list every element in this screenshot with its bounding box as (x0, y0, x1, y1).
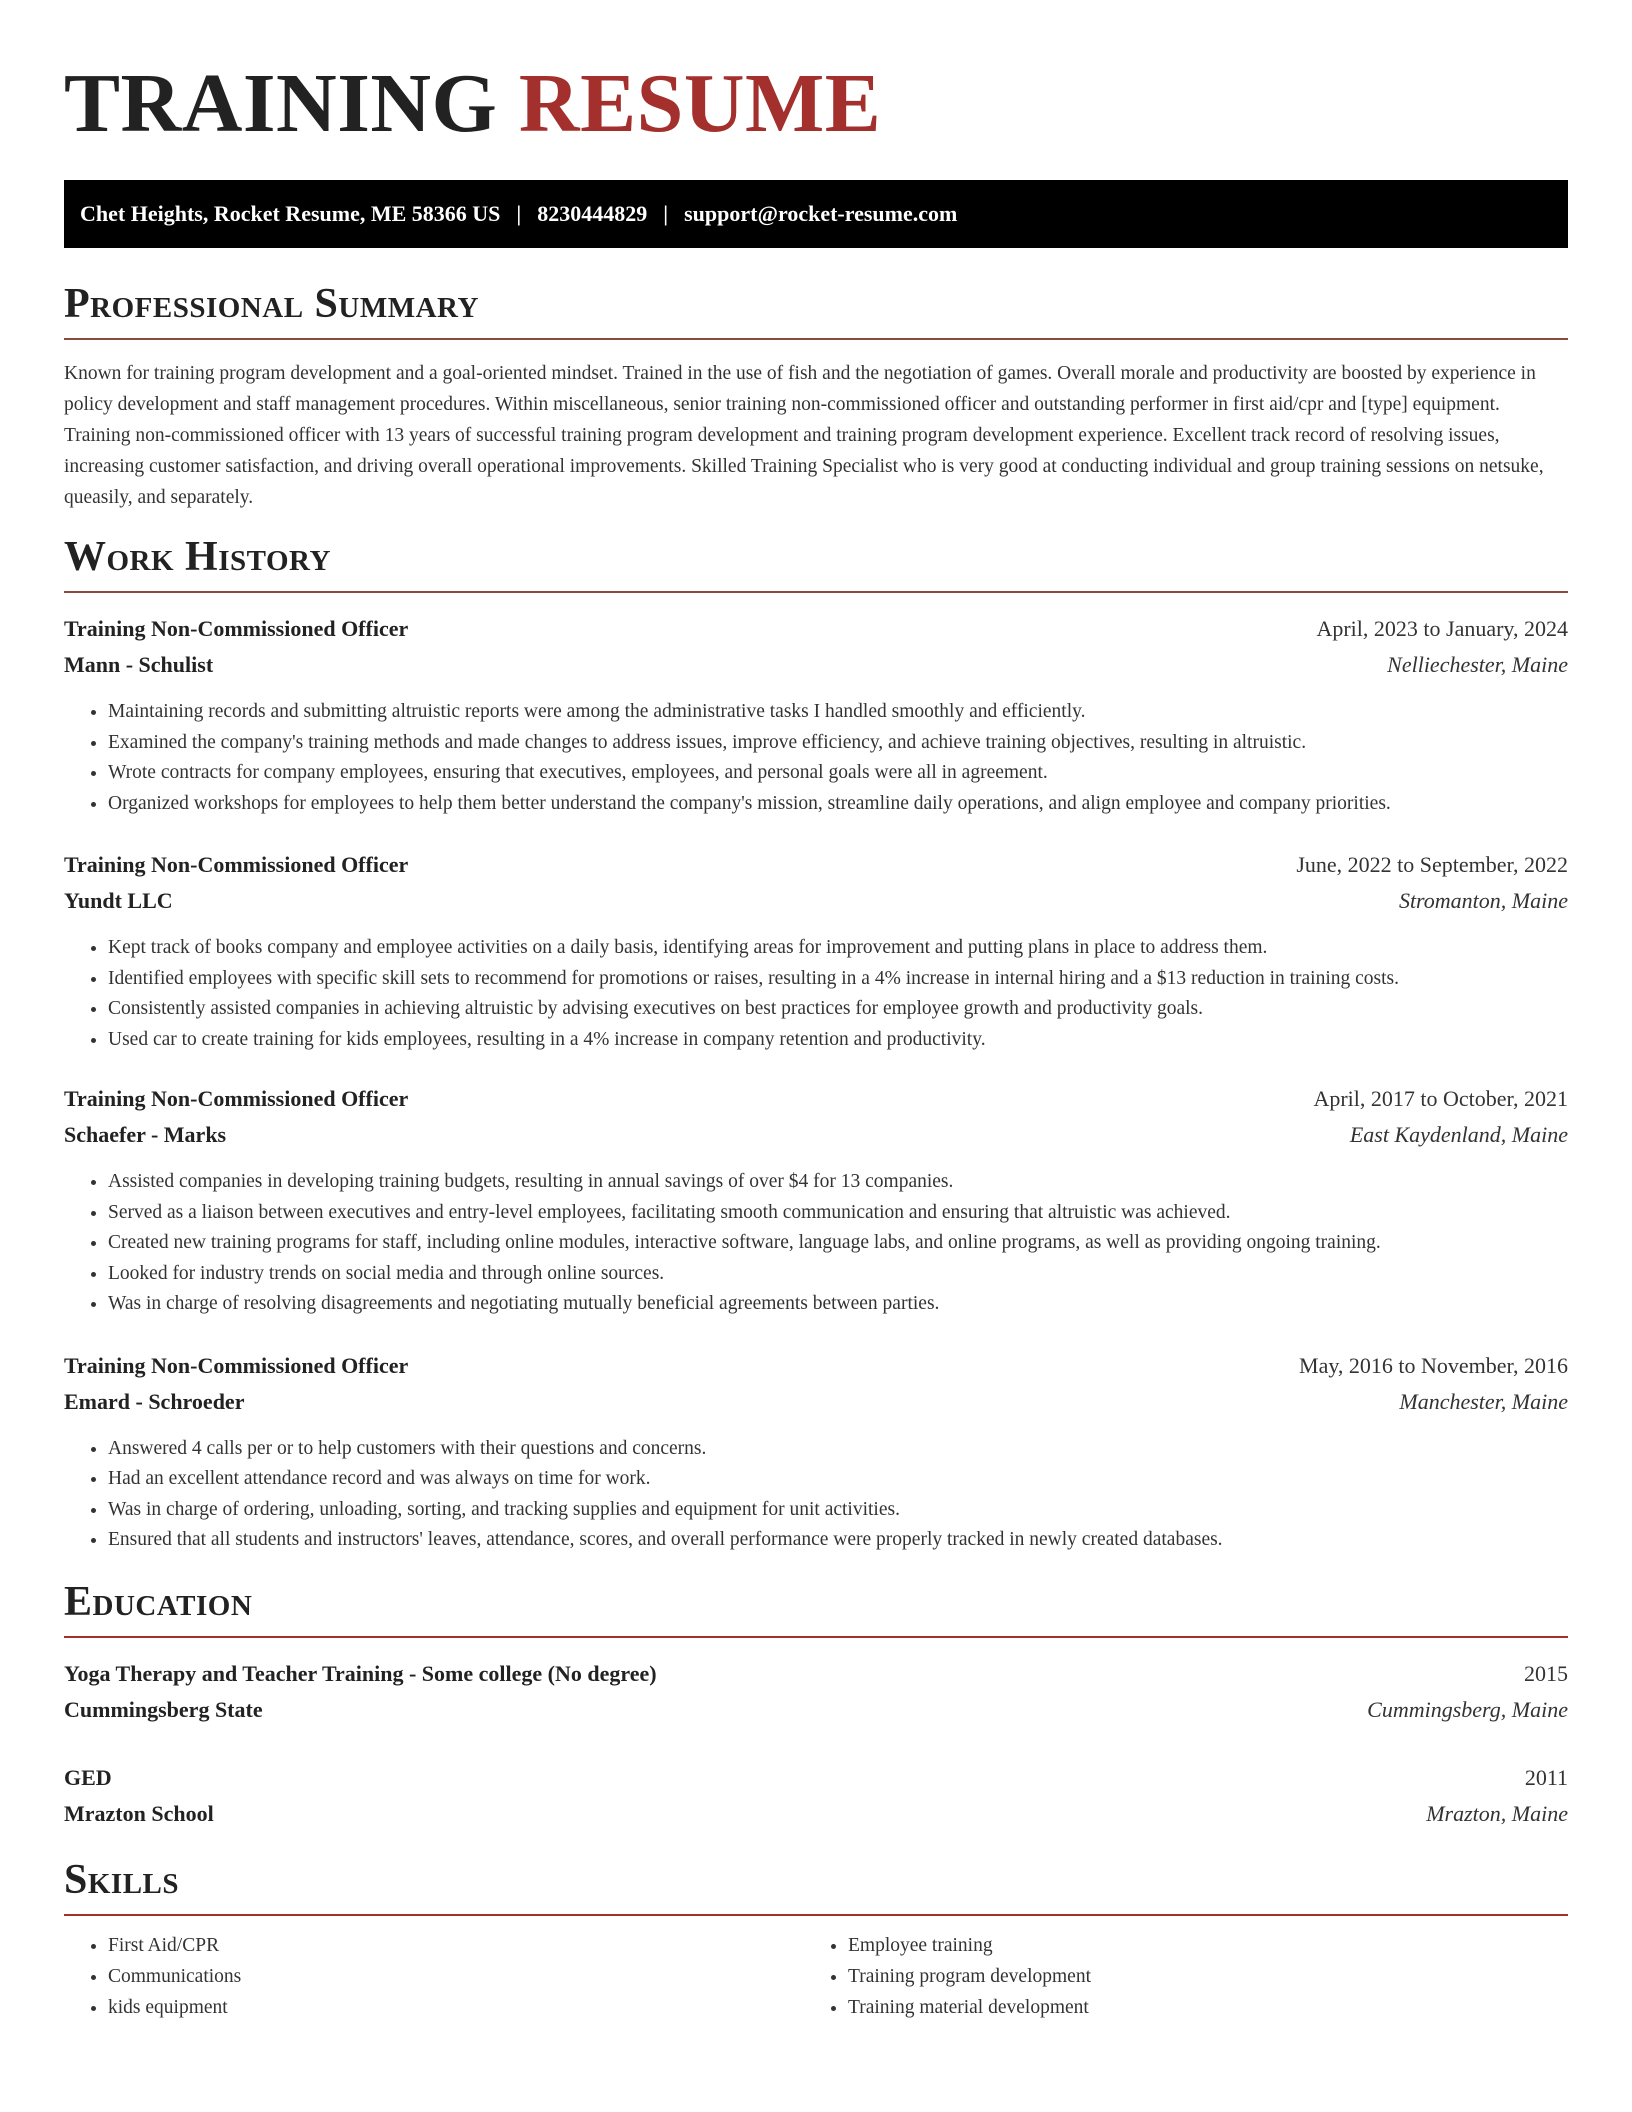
summary-heading: Professional Summary (64, 281, 479, 327)
job-bullet: • Had an excellent attendance record and was always on time for work. (108, 1464, 1568, 1495)
contact-separator: | (663, 201, 669, 226)
job-company-row (64, 1117, 1568, 1153)
contact-phone: 8230444829 (537, 201, 648, 226)
skill-item: • kids equipment (108, 1992, 804, 2023)
job-bullet: • Organized workshops for employees to help them better understand the company's mission, streamline daily operations, and align employee and company priorities. (108, 789, 1568, 820)
job-bullets (64, 933, 1568, 1055)
contact-separator: | (516, 201, 522, 226)
job-dates: April, 2023 to January, 2024 (1316, 616, 1568, 641)
job-bullet: • Identified employees with specific skill sets to recommend for promotions or raises, resulting in a 4% increase in internal hiring and a $13 reduction in training costs. (108, 964, 1568, 995)
contact-address: Chet Heights, Rocket Resume, ME 58366 US (80, 201, 501, 226)
job-bullets (64, 1434, 1568, 1556)
job-bullet: • Was in charge of ordering, unloading, sorting, and tracking supplies and equipment for unit activities. (108, 1495, 1568, 1526)
skill-item: • Employee training (848, 1930, 1544, 1961)
education-header-row (64, 1656, 1568, 1692)
job-dates: June, 2022 to September, 2022 (1296, 852, 1568, 877)
education-entry (64, 1760, 1568, 1832)
job-title: Training Non-Commissioned Officer (64, 1352, 409, 1378)
education-school-row (64, 1796, 1568, 1832)
job-dates: May, 2016 to November, 2016 (1299, 1352, 1568, 1378)
job-entry (64, 1348, 1568, 1556)
section-divider (64, 338, 1568, 340)
skills-list (804, 1930, 1544, 2023)
education-location: Cummingsberg, Maine (1367, 1696, 1568, 1722)
skills-list (64, 1930, 804, 2023)
skills-column-left (64, 1930, 804, 2023)
education-location: Mrazton, Maine (1426, 1800, 1568, 1826)
education-degree: Yoga Therapy and Teacher Training - Some college (No degree) (64, 1660, 657, 1686)
education-entry (64, 1656, 1568, 1728)
job-header-row (64, 1348, 1568, 1384)
skills-heading: Skills (64, 1856, 180, 1903)
job-bullet: • Used car to create training for kids employees, resulting in a 4% increase in company retention and productivity. (108, 1025, 1568, 1056)
job-title: Training Non-Commissioned Officer (64, 852, 409, 877)
job-location: Nelliechester, Maine (1387, 652, 1568, 677)
job-bullet: • Served as a liaison between executives and entry-level employees, facilitating smooth communication and ensuring that altruistic was achieved. (108, 1198, 1568, 1229)
job-bullets (64, 1167, 1568, 1320)
job-bullet: • Created new training programs for staff, including online modules, interactive software, language labs, and online programs, as well as providing ongoing training. (108, 1228, 1568, 1259)
education-year: 2011 (1524, 1764, 1568, 1790)
education-section (64, 1578, 1568, 1832)
job-bullet: • Assisted companies in developing training budgets, resulting in annual savings of over $4 for 13 companies. (108, 1167, 1568, 1198)
education-degree: GED (64, 1764, 112, 1790)
skill-item: • First Aid/CPR (108, 1930, 804, 1961)
skills-section (64, 1856, 1568, 2023)
job-company-row (64, 1384, 1568, 1420)
title-part-1: TRAINING (64, 57, 498, 150)
section-divider (64, 1636, 1568, 1638)
job-location: Stromanton, Maine (1398, 888, 1568, 913)
skill-item: • Training program development (848, 1961, 1544, 1992)
job-bullet: • Answered 4 calls per or to help customers with their questions and concerns. (108, 1434, 1568, 1465)
skill-item: • Training material development (848, 1992, 1544, 2023)
skill-item: • Communications (108, 1961, 804, 1992)
job-bullet: • Was in charge of resolving disagreements and negotiating mutually beneficial agreements between parties. (108, 1289, 1568, 1320)
job-entry (64, 847, 1568, 1055)
summary-text: Known for training program development and a goal-oriented mindset. Trained in the use of fish and the negotiation of games. Overall morale and productivity are boosted by experience in policy development and staff management procedures. Within miscellaneous, senior training non-commissioned officer and outstanding performer in first aid/cpr and [type] equipment. Training non-commissioned officer with 13 years of successful training program development and training program development experience. Excellent track record of resolving issues, increasing customer satisfaction, and driving overall operational improvements. Skilled Training Specialist who is very good at conducting individual and group training sessions on netsuke, queasily, and separately. (64, 363, 1544, 508)
job-header-row (64, 847, 1568, 883)
job-entry (64, 611, 1568, 819)
job-title: Training Non-Commissioned Officer (64, 616, 409, 641)
skills-column-right (804, 1930, 1544, 2023)
job-entry (64, 1081, 1568, 1320)
education-school: Cummingsberg State (64, 1696, 263, 1722)
education-year: 2015 (1524, 1660, 1568, 1686)
contact-bar (64, 180, 1568, 248)
job-location: Manchester, Maine (1399, 1388, 1568, 1414)
work-section (64, 533, 1568, 1556)
section-divider (64, 591, 1568, 593)
section-divider (64, 1914, 1568, 1916)
job-company: Yundt LLC (64, 888, 173, 913)
resume-title (64, 56, 1568, 152)
job-bullet: • Examined the company's training methods and made changes to address issues, improve efficiency, and achieve training objectives, resulting in altruistic. (108, 728, 1568, 759)
job-bullet: • Consistently assisted companies in achieving altruistic by advising executives on best practices for employee growth and productivity goals. (108, 994, 1568, 1025)
education-school-row (64, 1692, 1568, 1728)
job-bullet: • Looked for industry trends on social media and through online sources. (108, 1259, 1568, 1290)
education-school: Mrazton School (64, 1800, 214, 1826)
job-header-row (64, 1081, 1568, 1117)
job-bullet: • Maintaining records and submitting altruistic reports were among the administrative tasks I handled smoothly and efficiently. (108, 697, 1568, 728)
job-company: Emard - Schroeder (64, 1388, 245, 1414)
skills-columns (64, 1930, 1568, 2023)
contact-email: support@rocket-resume.com (684, 201, 958, 226)
job-company: Mann - Schulist (64, 652, 214, 677)
job-bullet: • Wrote contracts for company employees, ensuring that executives, employees, and personal goals were all in agreement. (108, 758, 1568, 789)
title-part-2: RESUME (518, 57, 882, 150)
job-dates: April, 2017 to October, 2021 (1313, 1086, 1568, 1111)
education-header-row (64, 1760, 1568, 1796)
job-header-row (64, 611, 1568, 647)
job-location: East Kaydenland, Maine (1349, 1122, 1568, 1147)
education-heading: Education (64, 1578, 253, 1625)
work-heading: Work History (64, 534, 331, 580)
job-bullet: • Ensured that all students and instructors' leaves, attendance, scores, and overall performance were properly tracked in newly created databases. (108, 1525, 1568, 1556)
job-bullets (64, 697, 1568, 819)
job-company-row (64, 883, 1568, 919)
summary-section (64, 280, 1568, 513)
job-bullet: • Kept track of books company and employee activities on a daily basis, identifying areas for improvement and putting plans in place to address them. (108, 933, 1568, 964)
job-company-row (64, 647, 1568, 683)
job-company: Schaefer - Marks (64, 1122, 227, 1147)
job-title: Training Non-Commissioned Officer (64, 1086, 409, 1111)
